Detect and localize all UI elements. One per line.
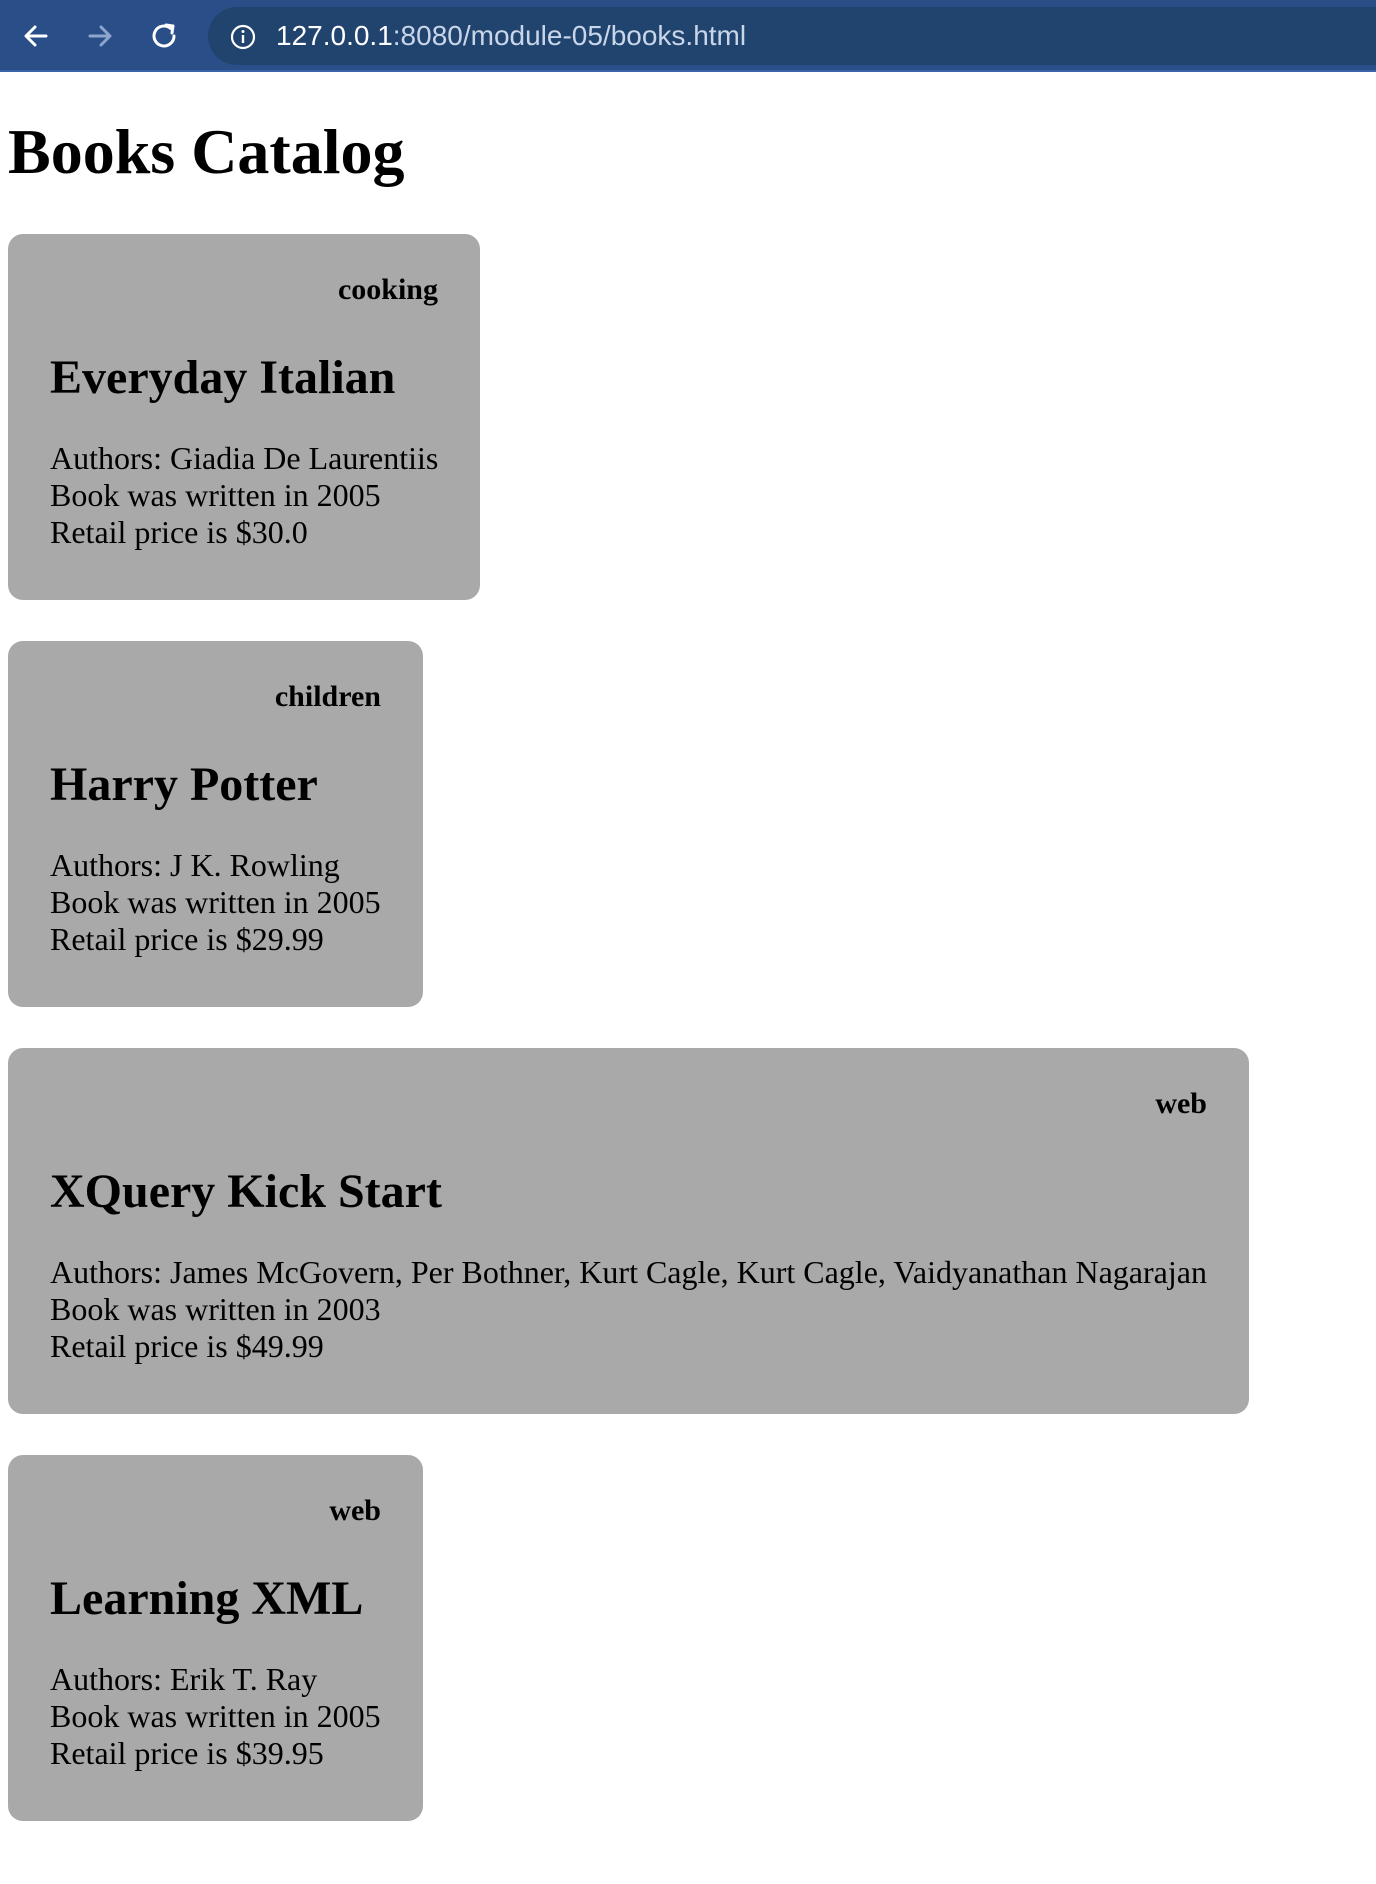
browser-toolbar (0, 0, 1376, 72)
book-category: web (1155, 1087, 1207, 1120)
book-details (50, 847, 381, 958)
book-authors: Authors: Giadia De Laurentiis (50, 440, 439, 476)
book-title: Learning XML (50, 1572, 364, 1625)
page-title: Books Catalog (8, 116, 405, 187)
book-authors: Authors: J K. Rowling (50, 847, 340, 883)
book-authors: Authors: Erik T. Ray (50, 1661, 318, 1697)
book-year: Book was written in 2005 (50, 1698, 381, 1734)
book-price: Retail price is $30.0 (50, 514, 308, 550)
book-card (8, 234, 480, 600)
back-button[interactable] (16, 16, 56, 56)
info-icon[interactable] (230, 24, 256, 50)
book-authors: Authors: James McGovern, Per Bothner, Kurt Cagle, Kurt Cagle, Vaidyanathan Nagarajan (50, 1254, 1207, 1290)
book-details (50, 1661, 381, 1772)
address-bar[interactable] (208, 7, 1376, 65)
book-year: Book was written in 2003 (50, 1291, 381, 1327)
book-year: Book was written in 2005 (50, 884, 381, 920)
book-details (50, 1254, 1207, 1365)
reload-button[interactable] (144, 16, 184, 56)
book-details (50, 440, 438, 551)
url-path: :8080/module-05/books.html (392, 20, 747, 51)
book-price: Retail price is $29.99 (50, 921, 324, 957)
url-host: 127.0.0.1 (276, 20, 393, 51)
url-text[interactable] (276, 19, 746, 53)
book-price: Retail price is $49.99 (50, 1328, 324, 1364)
book-title: Harry Potter (50, 758, 318, 811)
book-category: web (329, 1494, 381, 1527)
forward-button[interactable] (80, 16, 120, 56)
book-category: children (274, 680, 381, 713)
book-category: cooking (337, 273, 438, 306)
book-title: XQuery Kick Start (50, 1165, 442, 1218)
arrow-right-icon (86, 22, 114, 50)
arrow-left-icon (22, 22, 50, 50)
book-price: Retail price is $39.95 (50, 1735, 324, 1771)
book-card (8, 1048, 1249, 1414)
book-card (8, 1455, 423, 1821)
book-card (8, 641, 423, 1007)
book-title: Everyday Italian (50, 351, 396, 404)
reload-icon (149, 21, 179, 51)
book-year: Book was written in 2005 (50, 477, 381, 513)
